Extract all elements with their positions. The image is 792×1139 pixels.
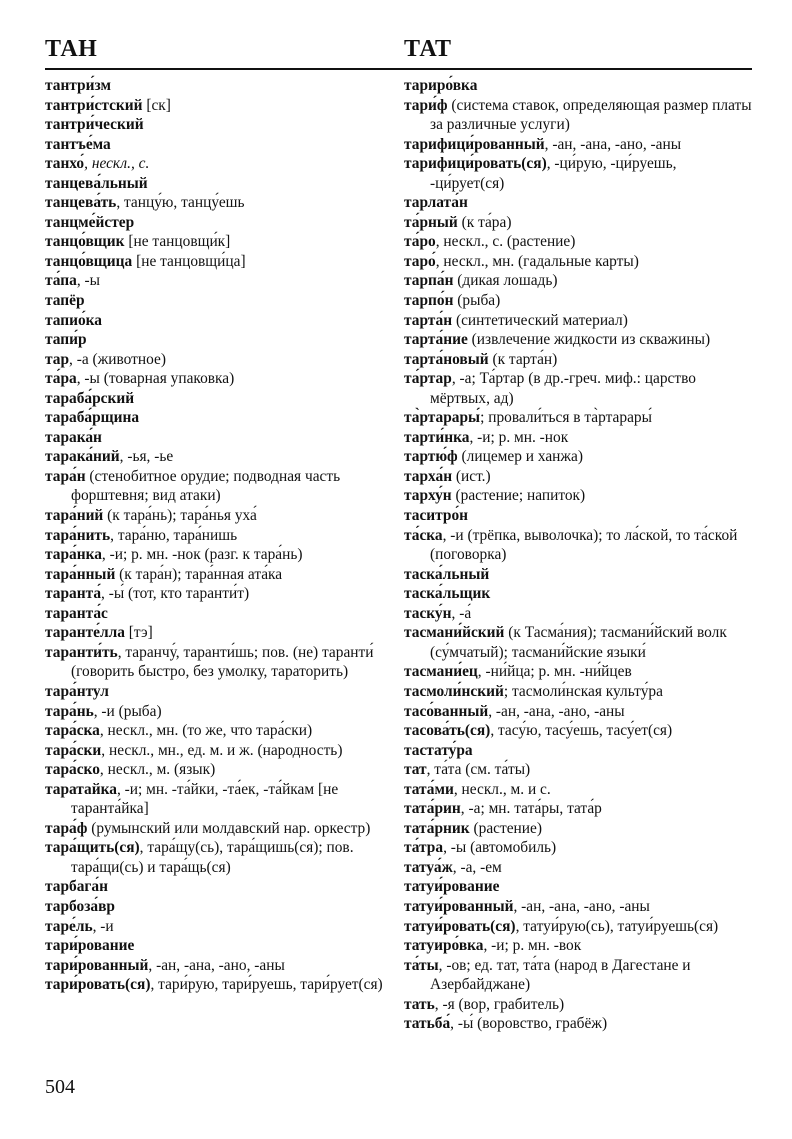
entry-headword: та́тра — [404, 839, 444, 857]
dictionary-entry — [404, 506, 752, 526]
entry-headword: тартю́ф — [404, 448, 458, 466]
entry-definition: (рыба) — [453, 292, 501, 310]
entry-definition: [не танцовщи́ца] — [132, 252, 246, 270]
entry-headword: тара́нный — [45, 565, 116, 583]
dictionary-entry — [45, 96, 387, 116]
entry-definition: , нескл., мн. (гадальные карты) — [435, 252, 639, 270]
entry-headword: тасо́ванный — [404, 702, 489, 720]
entry-definition: , нескл., мн. (то же, что тара́ски) — [99, 722, 313, 740]
entry-definition: , -ан, -ана, -ано, -аны — [544, 135, 682, 153]
entry-headword: та́па — [45, 272, 77, 290]
dictionary-entry — [45, 741, 387, 761]
entry-definition: , -и (рыба) — [93, 702, 162, 720]
entry-definition: , -и — [92, 917, 114, 935]
dictionary-entry — [45, 877, 387, 897]
dictionary-entry — [404, 819, 752, 839]
dictionary-entry — [404, 682, 752, 702]
dictionary-entry — [45, 545, 387, 565]
dictionary-entry — [45, 154, 387, 174]
dictionary-entry — [45, 760, 387, 780]
entry-definition: , -а; Та́ртар (в др.-греч. миф.: царство мёртвых, ад) — [430, 370, 696, 407]
dictionary-entry — [45, 174, 387, 194]
dictionary-entry — [45, 213, 387, 233]
dictionary-entry — [404, 702, 752, 722]
entry-headword: тари́ровать(ся) — [45, 976, 151, 994]
entry-definition: (растение; напиток) — [451, 487, 586, 505]
entry-headword: тараба́рщина — [45, 409, 140, 427]
entry-definition: (ист.) — [452, 467, 491, 485]
dictionary-entry — [404, 408, 752, 428]
entry-headword: та́ты — [404, 956, 439, 974]
dictionary-entry — [45, 135, 387, 155]
entry-headword: тасмани́йский — [404, 624, 505, 642]
entry-definition: (румынский или молдавский нар. оркестр) — [87, 819, 371, 837]
entry-headword: татуи́ровать(ся) — [404, 917, 516, 935]
entry-headword: та́ска — [404, 526, 443, 544]
entry-headword: тарака́н — [45, 428, 102, 446]
entry-definition: , таранчу́, таранти́шь; пов. (не) таранти́ (говорить быстро, без умолку, тараторить) — [71, 643, 374, 681]
entry-definition: , нескл., м. (язык) — [99, 761, 216, 779]
entry-headword: тара́ска — [45, 722, 100, 740]
dictionary-entry — [404, 467, 752, 487]
entry-definition: (извлечение жидкости из скважины) — [467, 331, 711, 349]
entry-headword: тастату́ра — [404, 741, 473, 759]
entry-headword: тарпа́н — [404, 272, 454, 290]
dictionary-entry — [45, 819, 387, 839]
dictionary-entry — [45, 193, 387, 213]
entry-headword: тара́ски — [45, 741, 102, 759]
entry-headword: тантъе́ма — [45, 135, 111, 153]
entry-definition: ; провали́ться в та̀ртарары́ — [480, 409, 652, 427]
dictionary-entry — [45, 408, 387, 428]
dictionary-entry — [45, 389, 387, 409]
entry-headword: тар — [45, 350, 70, 368]
dictionary-entry — [45, 252, 387, 272]
entry-headword: тата́рник — [404, 819, 470, 837]
entry-definition: ; тасмоли́нская культу́ра — [503, 682, 663, 700]
entry-headword: тариро́вка — [404, 77, 478, 94]
entry-headword: тапи́р — [45, 331, 87, 349]
dictionary-entry — [404, 232, 752, 252]
entry-definition: , нескл., м. и с. — [453, 780, 551, 798]
entry-definition: [не танцовщи́к] — [124, 233, 231, 251]
entry-definition: , -ы (товарная упаковка) — [76, 370, 235, 388]
dictionary-entry — [404, 154, 752, 193]
entry-definition: , татуи́рую(сь), татуи́руешь(ся) — [515, 917, 719, 935]
entry-definition: (к Тасма́ния); тасмани́йский волк (су́мчатый); тасмани́йские языки́ — [430, 624, 727, 661]
dictionary-entry — [404, 369, 752, 408]
dictionary-entry — [45, 428, 387, 448]
entry-grammar: , нескл., с. — [84, 155, 150, 173]
dictionary-entry — [404, 917, 752, 937]
entry-headword: тара́н — [45, 467, 86, 485]
right-column — [404, 76, 752, 1034]
dictionary-entry — [404, 877, 752, 897]
entry-headword: та́ро — [404, 233, 436, 251]
dictionary-entry — [45, 584, 387, 604]
entry-headword: таску́н — [404, 604, 452, 622]
entry-headword: танхо́ — [45, 155, 85, 173]
entry-definition: , та́та (см. та́ты) — [426, 761, 531, 779]
entry-headword: та́рный — [404, 213, 458, 231]
dictionary-entry — [404, 721, 752, 741]
dictionary-entry — [404, 193, 752, 213]
entry-definition: , -и (трёпка, выволочка); то ла́ской, то та́ской (поговорка) — [430, 526, 738, 564]
dictionary-entry — [404, 662, 752, 682]
dictionary-entry — [404, 1014, 752, 1034]
entry-headword: тара́ско — [45, 761, 100, 779]
dictionary-entry — [404, 486, 752, 506]
entry-headword: тари́рование — [45, 937, 135, 955]
entry-headword: тара́ф — [45, 819, 88, 837]
dictionary-entry — [45, 271, 387, 291]
entry-headword: танцме́йстер — [45, 213, 135, 231]
entry-definition: , -ы́ (тот, кто таранти́т) — [101, 585, 250, 603]
entry-definition: , -ы́ (воровство, грабёж) — [450, 1015, 608, 1033]
entry-headword: тантри́зм — [45, 77, 111, 94]
entry-headword: тари́рованный — [45, 956, 149, 974]
dictionary-entry — [45, 526, 387, 546]
dictionary-entry — [45, 604, 387, 624]
entry-definition: , -и; мн. -та́йки, -та́ек, -та́йкам [не таранта́йка] — [71, 780, 339, 818]
entry-definition: , -ы — [76, 272, 100, 290]
entry-headword: тарху́н — [404, 487, 452, 505]
dictionary-entry — [404, 780, 752, 800]
entry-headword: тарти́нка — [404, 428, 470, 446]
entry-headword: тасова́ть(ся) — [404, 722, 491, 740]
entry-definition: , -я (вор, грабитель) — [434, 995, 565, 1013]
entry-headword: тарта́ние — [404, 331, 468, 349]
entry-definition: , -ов; ед. тат, та́та (народ в Дагестане и Азербайджане) — [430, 956, 691, 994]
dictionary-entry — [45, 115, 387, 135]
dictionary-entry — [404, 76, 752, 96]
entry-definition: , -ы (автомобиль) — [443, 839, 557, 857]
entry-headword: тари́ф — [404, 96, 448, 114]
dictionary-entry — [45, 838, 387, 877]
entry-definition: , -ан, -ана, -ано, -аны — [488, 702, 625, 720]
dictionary-entry — [404, 936, 752, 956]
entry-definition: (дикая лошадь) — [453, 272, 558, 290]
entry-definition: , нескл., с. (растение) — [435, 233, 576, 251]
dictionary-entry — [404, 526, 752, 565]
entry-headword: тать — [404, 995, 435, 1013]
entry-headword: тата́рин — [404, 800, 461, 818]
entry-headword: тара́щить(ся) — [45, 839, 140, 857]
entry-definition: , тара́ню, тара́нишь — [110, 526, 238, 544]
entry-definition: (растение) — [469, 819, 542, 837]
entry-definition: , -и; р. мн. -вок — [483, 937, 582, 955]
dictionary-entry — [45, 311, 387, 331]
dictionary-entry — [45, 565, 387, 585]
dictionary-entry — [45, 975, 387, 995]
entry-headword: таситро́н — [404, 507, 469, 525]
dictionary-entry — [404, 623, 752, 662]
running-header-left: ТАН — [45, 36, 98, 62]
entry-headword: таранти́ть — [45, 643, 118, 661]
entry-definition: , -ья, -ье — [119, 448, 174, 466]
entry-headword: тарбоза́вр — [45, 897, 115, 915]
dictionary-entry — [45, 936, 387, 956]
entry-definition: , тара́щу(сь), тара́щишь(ся); пов. тара́щи(сь) и тара́щь(ся) — [71, 839, 354, 876]
entry-headword: та̀ртарары́ — [404, 409, 481, 427]
entry-headword: татуи́рование — [404, 878, 500, 896]
dictionary-entry — [45, 956, 387, 976]
dictionary-entry — [404, 760, 752, 780]
entry-definition: , -ан, -ана, -ано, -аны — [148, 956, 285, 974]
entry-headword: тапио́ка — [45, 311, 103, 329]
entry-definition: , танцу́ю, танцу́ешь — [116, 194, 245, 212]
entry-headword: татуа́ж — [404, 858, 453, 876]
entry-definition: , -и; р. мн. -нок — [469, 428, 569, 446]
entry-headword: тара́нтул — [45, 682, 109, 700]
entry-headword: таранта́ — [45, 585, 102, 603]
entry-headword: татьба́ — [404, 1015, 451, 1033]
entry-headword: таска́льный — [404, 565, 490, 583]
entry-definition: (система ставок, определяющая размер платы за различные услуги) — [430, 96, 752, 134]
entry-headword: та́ртар — [404, 370, 452, 388]
entry-headword: татуи́рованный — [404, 897, 514, 915]
entry-definition: , тари́рую, тари́руешь, тари́рует(ся) — [150, 976, 383, 994]
dictionary-entry — [404, 96, 752, 135]
entry-headword: таска́льщик — [404, 585, 491, 603]
dictionary-entry — [45, 780, 387, 819]
entry-definition: , -ан, -ана, -ано, -аны — [513, 897, 650, 915]
entry-definition: (к тарта́н) — [488, 350, 558, 368]
entry-headword: тара́ний — [45, 507, 104, 525]
entry-headword: тасмоли́нский — [404, 682, 504, 700]
entry-definition: (стенобитное орудие; подводная часть форштевня; вид атаки) — [71, 467, 341, 505]
entry-headword: татуиро́вка — [404, 937, 484, 955]
entry-headword: тарха́н — [404, 467, 453, 485]
entry-headword: таре́ль — [45, 917, 93, 935]
dictionary-entry — [45, 506, 387, 526]
entry-definition: , -и; р. мн. -нок (разг. к тара́нь) — [101, 546, 303, 564]
entry-definition: , -ци́рую, -ци́руешь, -ци́рует(ся) — [430, 155, 677, 192]
entry-headword: тарифици́рованный — [404, 135, 545, 153]
dictionary-entry — [404, 271, 752, 291]
entry-headword: тарпо́н — [404, 292, 454, 310]
entry-definition: , -ни́йца; р. мн. -ни́йцев — [477, 663, 632, 681]
entry-definition: (синтетический материал) — [452, 311, 628, 329]
entry-headword: танцо́вщик — [45, 233, 125, 251]
dictionary-entry — [45, 623, 387, 643]
dictionary-entry — [404, 447, 752, 467]
entry-headword: та́ра — [45, 370, 77, 388]
running-header-right: ТАТ — [404, 36, 452, 62]
entry-headword: тантри́стский — [45, 96, 143, 114]
dictionary-entry — [404, 799, 752, 819]
entry-definition: [тэ] — [124, 624, 153, 642]
dictionary-entry — [45, 721, 387, 741]
dictionary-entry — [404, 741, 752, 761]
entry-headword: тара́нить — [45, 526, 111, 544]
entry-headword: тарака́ний — [45, 448, 120, 466]
dictionary-entry — [45, 682, 387, 702]
dictionary-entry — [45, 702, 387, 722]
entry-definition: , -а (животное) — [69, 350, 166, 368]
entry-headword: тарифици́ровать(ся) — [404, 155, 547, 173]
entry-definition: [ск] — [142, 96, 171, 114]
dictionary-entry — [45, 291, 387, 311]
entry-definition: , тасу́ю, тасу́ешь, тасу́ет(ся) — [490, 722, 673, 740]
left-column — [45, 76, 387, 995]
dictionary-entry — [404, 252, 752, 272]
entry-definition: (лицемер и ханжа) — [457, 448, 583, 466]
dictionary-entry — [45, 447, 387, 467]
dictionary-entry — [404, 858, 752, 878]
page-number: 504 — [45, 1076, 75, 1098]
dictionary-entry — [404, 135, 752, 155]
entry-headword: тараба́рский — [45, 389, 135, 407]
entry-headword: танцева́льный — [45, 174, 148, 192]
entry-headword: тарбага́н — [45, 878, 108, 896]
dictionary-entry — [45, 369, 387, 389]
dictionary-entry — [45, 917, 387, 937]
dictionary-entry — [404, 584, 752, 604]
dictionary-entry — [404, 350, 752, 370]
entry-headword: тапёр — [45, 292, 85, 310]
dictionary-entry — [45, 330, 387, 350]
entry-headword: танцо́вщица — [45, 252, 133, 270]
dictionary-entry — [45, 232, 387, 252]
dictionary-entry — [404, 565, 752, 585]
dictionary-entry — [45, 350, 387, 370]
entry-headword: таранте́лла — [45, 624, 125, 642]
entry-headword: тантри́ческий — [45, 116, 144, 134]
entry-definition: (к тара́нь); тара́нья уха́ — [103, 507, 257, 525]
dictionary-entry — [404, 428, 752, 448]
entry-headword: таратайка — [45, 780, 117, 798]
entry-headword: тат — [404, 761, 427, 779]
entry-definition: , -а; мн. тата́ры, тата́р — [460, 800, 602, 818]
dictionary-entry — [404, 995, 752, 1015]
dictionary-entry — [404, 213, 752, 233]
entry-headword: тасмани́ец — [404, 663, 478, 681]
dictionary-entry — [45, 76, 387, 96]
dictionary-entry — [404, 604, 752, 624]
dictionary-entry — [404, 838, 752, 858]
entry-headword: тара́нь — [45, 702, 94, 720]
entry-headword: тарлата́н — [404, 194, 468, 212]
dictionary-entry — [404, 291, 752, 311]
header-rule — [45, 68, 752, 70]
dictionary-entry — [404, 311, 752, 331]
entry-headword: тара́нка — [45, 546, 102, 564]
dictionary-entry — [404, 956, 752, 995]
dictionary-entry — [45, 643, 387, 682]
entry-definition: (к тара́н); тара́нная ата́ка — [115, 565, 283, 583]
dictionary-entry — [404, 897, 752, 917]
entry-definition: (к та́ра) — [457, 213, 512, 231]
dictionary-entry — [45, 897, 387, 917]
entry-headword: тарта́новый — [404, 350, 489, 368]
entry-definition: , нескл., мн., ед. м. и ж. (народность) — [101, 741, 343, 759]
entry-headword: тарта́н — [404, 311, 453, 329]
dictionary-entry — [45, 467, 387, 506]
entry-headword: танцева́ть — [45, 194, 117, 212]
entry-definition: , -а́ — [451, 604, 472, 622]
entry-headword: таранта́с — [45, 604, 108, 622]
entry-definition: , -а, -ем — [452, 858, 502, 876]
dictionary-entry — [404, 330, 752, 350]
entry-headword: тата́ми — [404, 780, 454, 798]
entry-headword: таро́ — [404, 252, 436, 270]
